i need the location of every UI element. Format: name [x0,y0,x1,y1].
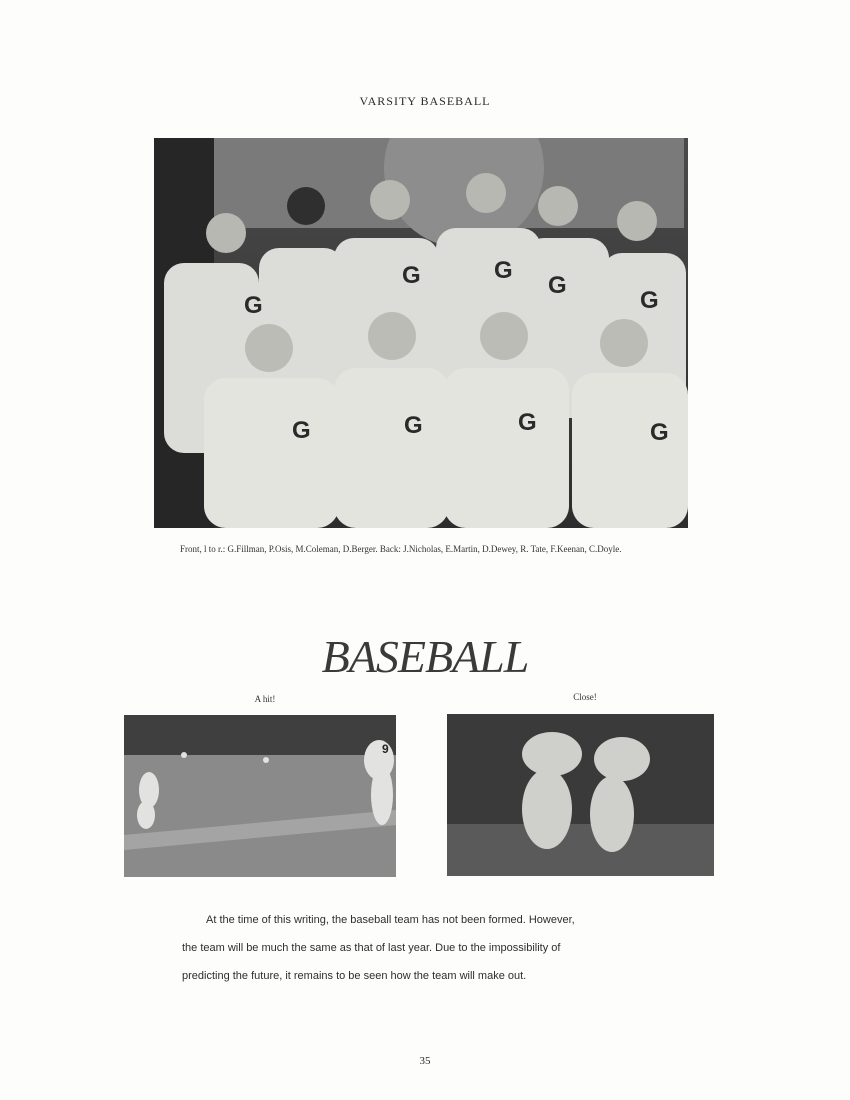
jersey-letter: G [244,292,263,319]
action-photo-hit-image [124,715,396,877]
action-photo-close [447,714,714,876]
action-photo-close-image [447,714,714,876]
team-photo [154,138,688,528]
page-heading: VARSITY BASEBALL [359,94,491,108]
jersey-letter: G [518,409,537,436]
body-line: predicting the future, it remains to be seen how the team will make out. [182,970,527,982]
team-photo-image [154,138,688,528]
jersey-letter: G [292,417,311,444]
jersey-number: 9 [382,742,389,756]
article-body [182,906,682,990]
jersey-letter: G [404,412,423,439]
jersey-letter: G [494,257,513,284]
photo-caption-hit: A hit! [254,694,276,704]
page-number: 35 [419,1055,431,1067]
jersey-letter: G [548,272,567,299]
photo-caption: Front, l to r.: G.Fillman, P.Osis, M.Coleman, D.Berger. Back: J.Nicholas, E.Martin, D.Dewey, R. Tate, F.Keenan, C.Doyle. [180,544,622,554]
jersey-letter: G [640,287,659,314]
jersey-letter: G [650,419,669,446]
action-photo-hit [124,715,396,877]
body-line: At the time of this writing, the baseball team has not been formed. However, [206,914,575,926]
body-line: the team will be much the same as that of last year. Due to the impossibility of [182,942,561,954]
photo-caption-close: Close! [573,692,597,702]
section-title: BASEBALL [321,631,529,682]
jersey-letter: G [402,262,421,289]
